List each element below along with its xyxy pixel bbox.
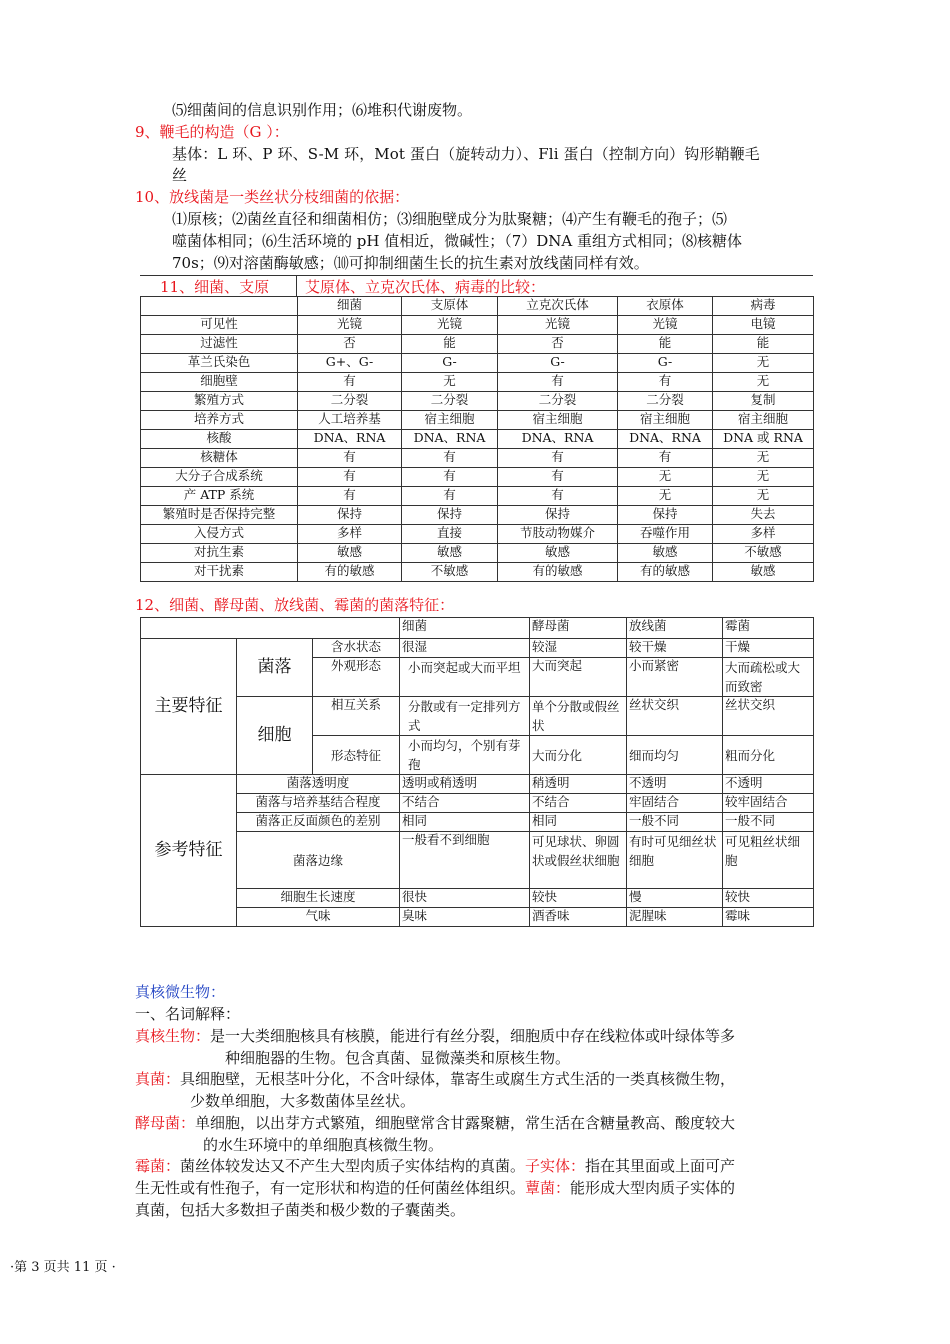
row-label: 含水状态 bbox=[313, 639, 400, 658]
table-cell: 无 bbox=[618, 468, 713, 487]
term: 真核生物： bbox=[135, 1027, 211, 1045]
section-10-line-3: 70s；⑼对溶菌酶敏感；⑽可抑制细菌生长的抗生素对放线菌同样有效。 bbox=[172, 254, 649, 272]
cell: 粗而分化 bbox=[723, 736, 814, 775]
cell: 丝状交织 bbox=[627, 697, 723, 736]
cell: 慢 bbox=[627, 889, 723, 908]
table-cell: 有 bbox=[298, 373, 402, 392]
term: 真菌： bbox=[135, 1070, 181, 1088]
table-row bbox=[141, 392, 814, 411]
definition-text: 单细胞，以出芽方式繁殖，细胞壁常含甘露聚糖，常生活在含糖量教高、酸度较大 bbox=[195, 1114, 736, 1132]
table-cell: 不敏感 bbox=[713, 544, 814, 563]
cell: 相同 bbox=[530, 813, 627, 832]
definition-text: 菌丝体较发达又不产生大型肉质子实体结构的真菌。 bbox=[180, 1157, 526, 1175]
reference-feature-label: 参考特征 bbox=[141, 775, 237, 927]
column-header: 衣原体 bbox=[618, 297, 713, 316]
table-cell: 有 bbox=[618, 449, 713, 468]
row-label: 菌落正反面颜色的差别 bbox=[237, 813, 400, 832]
column-header bbox=[141, 297, 298, 316]
table-row bbox=[141, 430, 814, 449]
table-cell: 光镜 bbox=[298, 316, 402, 335]
page-footer: ·第 3 页共 11 页 · bbox=[10, 1260, 116, 1275]
definition-fruiting-body-cont bbox=[135, 1177, 735, 1199]
cell: 大而疏松或大而致密 bbox=[723, 658, 814, 697]
cell: 单个分散或假丝状 bbox=[530, 697, 627, 736]
row-label: 对抗生素 bbox=[141, 544, 298, 563]
corner-cell bbox=[141, 618, 400, 639]
cell: 一般不同 bbox=[627, 813, 723, 832]
column-header: 细菌 bbox=[298, 297, 402, 316]
cell: 较快 bbox=[530, 889, 627, 908]
row-label: 气味 bbox=[237, 908, 400, 927]
cell: 不结合 bbox=[400, 794, 530, 813]
term: 蕈菌： bbox=[525, 1179, 571, 1197]
cell: 较快 bbox=[723, 889, 814, 908]
definition-eukaryote bbox=[135, 1025, 735, 1047]
column-header: 支原体 bbox=[402, 297, 498, 316]
table-cell: DNA 或 RNA bbox=[713, 430, 814, 449]
section-10-line-2: 噬菌体相同；⑹生活环境的 pH 值相近，微碱性；（7）DNA 重组方式相同；⑻核糖体 bbox=[172, 232, 743, 250]
definition-text: 能形成大型肉质子实体的 bbox=[570, 1179, 736, 1197]
title-separator bbox=[296, 276, 297, 296]
col-header-yeast: 酵母菌 bbox=[530, 618, 627, 639]
colony-feature-table bbox=[140, 617, 814, 927]
table-cell: 有 bbox=[618, 373, 713, 392]
table-cell: 无 bbox=[713, 354, 814, 373]
table-row bbox=[141, 316, 814, 335]
cell: 大而突起 bbox=[530, 658, 627, 697]
table-cell: 保持 bbox=[498, 506, 618, 525]
table-cell: 否 bbox=[498, 335, 618, 354]
cell: 干燥 bbox=[723, 639, 814, 658]
table-cell: 敏感 bbox=[498, 544, 618, 563]
table-cell: 否 bbox=[298, 335, 402, 354]
table-row bbox=[141, 525, 814, 544]
table-cell: 二分裂 bbox=[618, 392, 713, 411]
table-cell: 失去 bbox=[713, 506, 814, 525]
definition-mushroom-cont: 真菌，包括大多数担子菌类和极少数的子囊菌类。 bbox=[135, 1201, 466, 1219]
cell: 不透明 bbox=[627, 775, 723, 794]
row-label: 对干扰素 bbox=[141, 563, 298, 582]
term: 霉菌： bbox=[135, 1157, 181, 1175]
table-cell: 有 bbox=[402, 468, 498, 487]
table-cell: 有 bbox=[402, 449, 498, 468]
cell: 牢固结合 bbox=[627, 794, 723, 813]
main-feature-label: 主要特征 bbox=[141, 639, 237, 775]
definition-fungi bbox=[135, 1068, 735, 1090]
row-label: 外观形态 bbox=[313, 658, 400, 697]
cell: 透明或稍透明 bbox=[400, 775, 530, 794]
table-cell: 二分裂 bbox=[498, 392, 618, 411]
eukaryote-heading: 真核微生物： bbox=[135, 983, 226, 1001]
table-cell: 光镜 bbox=[498, 316, 618, 335]
row-label: 过滤性 bbox=[141, 335, 298, 354]
table-cell: DNA、RNA bbox=[402, 430, 498, 449]
table-cell: 无 bbox=[713, 468, 814, 487]
row-label: 核糖体 bbox=[141, 449, 298, 468]
cell: 较干燥 bbox=[627, 639, 723, 658]
table-cell: 有 bbox=[498, 468, 618, 487]
table-cell: 保持 bbox=[402, 506, 498, 525]
term: 酵母菌： bbox=[135, 1114, 196, 1132]
table-cell: 敏感 bbox=[618, 544, 713, 563]
table-cell: 有 bbox=[298, 468, 402, 487]
table-cell: 能 bbox=[713, 335, 814, 354]
cell: 可见球状、卵圆状或假丝状细胞 bbox=[530, 832, 627, 889]
definition-text: 生无性或有性孢子，有一定形状和构造的任何菌丝体组织。 bbox=[135, 1179, 526, 1197]
table-cell: 敏感 bbox=[298, 544, 402, 563]
comparison-table bbox=[140, 296, 814, 582]
table-cell: 有的敏感 bbox=[298, 563, 402, 582]
section-9-title: 9、鞭毛的构造（G ）： bbox=[135, 123, 289, 141]
table-cell: DNA、RNA bbox=[298, 430, 402, 449]
cell: 一般看不到细胞 bbox=[400, 832, 530, 889]
column-header: 病毒 bbox=[713, 297, 814, 316]
definition-yeast bbox=[135, 1112, 735, 1134]
table-cell: 光镜 bbox=[618, 316, 713, 335]
table-cell: 无 bbox=[713, 449, 814, 468]
definition-fungi-cont: 少数单细胞，大多数菌体呈丝状。 bbox=[190, 1092, 416, 1110]
definition-text: 具细胞壁，无根茎叶分化，不含叶绿体，靠寄生或腐生方式生活的一类真核微生物， bbox=[180, 1070, 736, 1088]
row-label: 可见性 bbox=[141, 316, 298, 335]
table-cell: DNA、RNA bbox=[618, 430, 713, 449]
table-cell: 多样 bbox=[713, 525, 814, 544]
table-cell: 敏感 bbox=[402, 544, 498, 563]
section-11-title-a: 11、细菌、支原 bbox=[160, 278, 270, 296]
row-label: 大分子合成系统 bbox=[141, 468, 298, 487]
table-cell: 有 bbox=[498, 373, 618, 392]
row-label: 产 ATP 系统 bbox=[141, 487, 298, 506]
table-cell: 能 bbox=[618, 335, 713, 354]
colony-label: 菌落 bbox=[237, 639, 313, 697]
table-cell: G- bbox=[618, 354, 713, 373]
cell: 臭味 bbox=[400, 908, 530, 927]
cell: 小而紧密 bbox=[627, 658, 723, 697]
table-cell: 能 bbox=[402, 335, 498, 354]
cell: 一般不同 bbox=[723, 813, 814, 832]
row-label: 繁殖方式 bbox=[141, 392, 298, 411]
intro-line: ⑸细菌间的信息识别作用；⑹堆积代谢废物。 bbox=[172, 101, 473, 119]
row-label: 繁殖时是否保持完整 bbox=[141, 506, 298, 525]
cell: 稍透明 bbox=[530, 775, 627, 794]
cell: 相同 bbox=[400, 813, 530, 832]
cell: 不透明 bbox=[723, 775, 814, 794]
table-cell: 复制 bbox=[713, 392, 814, 411]
row-label: 相互关系 bbox=[313, 697, 400, 736]
section-9-line-2: 丝 bbox=[172, 166, 188, 184]
cell: 大而分化 bbox=[530, 736, 627, 775]
table-cell: 宿主细胞 bbox=[402, 411, 498, 430]
table-row bbox=[141, 411, 814, 430]
cell: 丝状交织 bbox=[723, 697, 814, 736]
table-row bbox=[141, 468, 814, 487]
definition-mold bbox=[135, 1155, 735, 1177]
table-row bbox=[141, 354, 814, 373]
row-label: 细胞壁 bbox=[141, 373, 298, 392]
definition-eukaryote-cont: 种细胞器的生物。包含真菌、显微藻类和原核生物。 bbox=[225, 1049, 571, 1067]
table-cell: 二分裂 bbox=[402, 392, 498, 411]
table-cell: 保持 bbox=[298, 506, 402, 525]
table-cell: 有 bbox=[298, 487, 402, 506]
cell-label: 细胞 bbox=[237, 697, 313, 775]
row-label: 核酸 bbox=[141, 430, 298, 449]
definitions-heading: 一、名词解释： bbox=[135, 1005, 241, 1023]
term: 子实体： bbox=[525, 1157, 586, 1175]
table-row bbox=[141, 544, 814, 563]
table-cell: 有 bbox=[298, 449, 402, 468]
cell: 酒香味 bbox=[530, 908, 627, 927]
table-cell: 节肢动物媒介 bbox=[498, 525, 618, 544]
cell: 可见粗丝状细胞 bbox=[723, 832, 814, 889]
table-row bbox=[141, 487, 814, 506]
section-10-line-1: ⑴原核；⑵菌丝直径和细菌相仿；⑶细胞壁成分为肽聚糖；⑷产生有鞭毛的孢子；⑸ bbox=[172, 210, 728, 228]
table-cell: 无 bbox=[402, 373, 498, 392]
row-label: 培养方式 bbox=[141, 411, 298, 430]
table-cell: 二分裂 bbox=[298, 392, 402, 411]
row-label: 革兰氏染色 bbox=[141, 354, 298, 373]
cell: 小而均匀，个别有芽孢 bbox=[400, 736, 530, 775]
table-row bbox=[141, 563, 814, 582]
table-cell: 吞噬作用 bbox=[618, 525, 713, 544]
table-cell: 有 bbox=[402, 487, 498, 506]
cell: 很快 bbox=[400, 889, 530, 908]
row-label: 入侵方式 bbox=[141, 525, 298, 544]
cell: 不结合 bbox=[530, 794, 627, 813]
row-label: 菌落与培养基结合程度 bbox=[237, 794, 400, 813]
col-header-mold: 霉菌 bbox=[723, 618, 814, 639]
table-cell: 无 bbox=[618, 487, 713, 506]
table-cell: 保持 bbox=[618, 506, 713, 525]
table-cell: 光镜 bbox=[402, 316, 498, 335]
section-12-title: 12、细菌、酵母菌、放线菌、霉菌的菌落特征： bbox=[135, 596, 455, 614]
column-header: 立克次氏体 bbox=[498, 297, 618, 316]
table-header-row bbox=[141, 297, 814, 316]
col-header-bacteria: 细菌 bbox=[400, 618, 530, 639]
definition-text: 指在其里面或上面可产 bbox=[585, 1157, 736, 1175]
table-row bbox=[141, 335, 814, 354]
section-10-title: 10、放线菌是一类丝状分枝细菌的依据： bbox=[135, 188, 410, 206]
table-cell: 有 bbox=[498, 449, 618, 468]
table-cell: G- bbox=[498, 354, 618, 373]
table-cell: 宿主细胞 bbox=[498, 411, 618, 430]
col-header-actinomycete: 放线菌 bbox=[627, 618, 723, 639]
section-9-line-1: 基体：L 环、P 环、S-M 环，Mot 蛋白（旋转动力）、Fli 蛋白（控制方向）钩形鞘鞭毛 bbox=[172, 145, 760, 163]
table-cell: 有的敏感 bbox=[498, 563, 618, 582]
table-cell: 多样 bbox=[298, 525, 402, 544]
cell: 小而突起或大而平坦 bbox=[400, 658, 530, 697]
cell: 霉味 bbox=[723, 908, 814, 927]
cell: 很湿 bbox=[400, 639, 530, 658]
definition-text: 是一大类细胞核具有核膜，能进行有丝分裂，细胞质中存在线粒体或叶绿体等多 bbox=[210, 1027, 736, 1045]
table-cell: 宿主细胞 bbox=[618, 411, 713, 430]
definition-yeast-cont: 的水生环境中的单细胞真核微生物。 bbox=[203, 1136, 444, 1154]
table-cell: 人工培养基 bbox=[298, 411, 402, 430]
table-cell: 不敏感 bbox=[402, 563, 498, 582]
cell: 较牢固结合 bbox=[723, 794, 814, 813]
row-label: 菌落边缘 bbox=[237, 832, 400, 889]
table-cell: 无 bbox=[713, 487, 814, 506]
row-label: 菌落透明度 bbox=[237, 775, 400, 794]
table-cell: G+、G- bbox=[298, 354, 402, 373]
table-cell: 宿主细胞 bbox=[713, 411, 814, 430]
table-row bbox=[141, 506, 814, 525]
cell: 有时可见细丝状细胞 bbox=[627, 832, 723, 889]
table-cell: 直接 bbox=[402, 525, 498, 544]
table-cell: 有 bbox=[498, 487, 618, 506]
table-row bbox=[141, 449, 814, 468]
cell: 分散或有一定排列方式 bbox=[400, 697, 530, 736]
row-label: 形态特征 bbox=[313, 736, 400, 775]
cell: 较湿 bbox=[530, 639, 627, 658]
table-cell: DNA、RNA bbox=[498, 430, 618, 449]
cell: 泥腥味 bbox=[627, 908, 723, 927]
table-cell: 电镜 bbox=[713, 316, 814, 335]
section-11-title-b: 艾原体、立克次氏体、病毒的比较： bbox=[305, 278, 546, 296]
table-cell: 有的敏感 bbox=[618, 563, 713, 582]
table-cell: 敏感 bbox=[713, 563, 814, 582]
row-label: 细胞生长速度 bbox=[237, 889, 400, 908]
table-row bbox=[141, 373, 814, 392]
table-cell: 无 bbox=[713, 373, 814, 392]
table-cell: G- bbox=[402, 354, 498, 373]
cell: 细而均匀 bbox=[627, 736, 723, 775]
